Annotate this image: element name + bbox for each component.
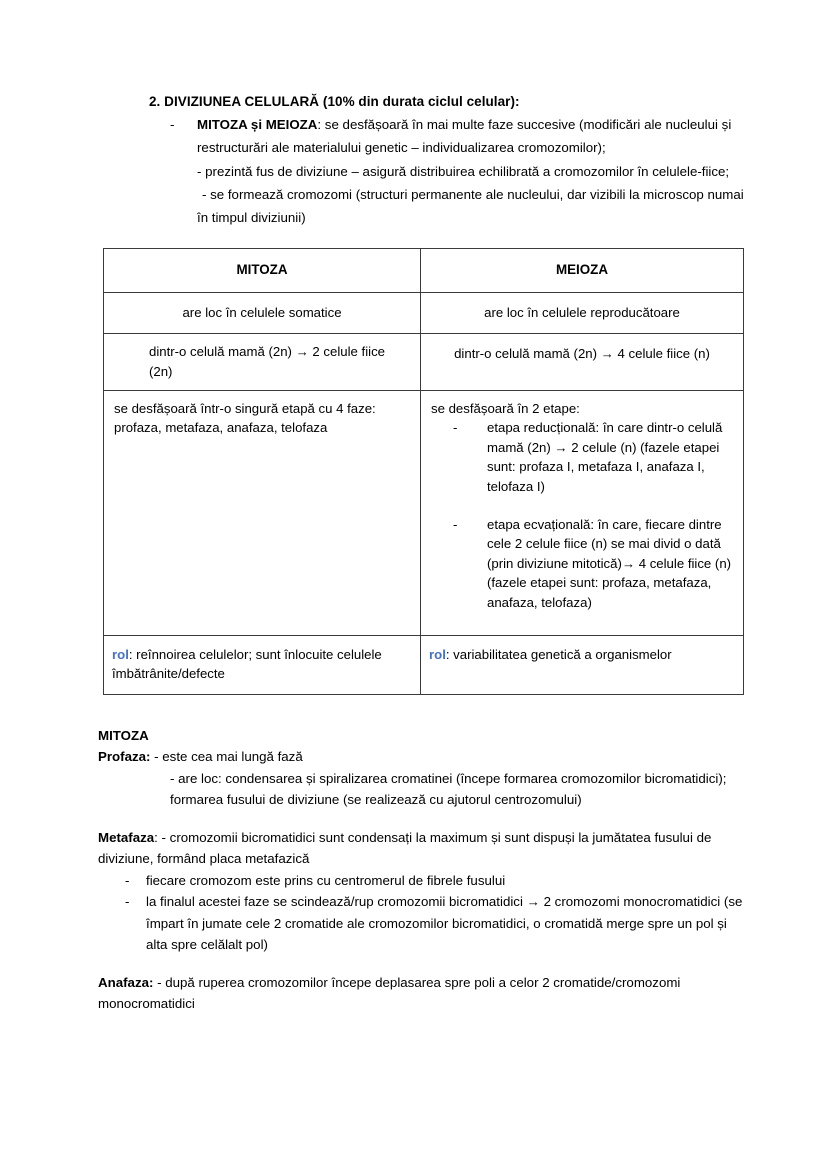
meioza-stage-ecvationala	[453, 515, 733, 613]
cell-meioza-role	[421, 635, 744, 694]
table-row	[104, 292, 744, 334]
intro-bullet-bold-label: MITOZA și MEIOZA	[197, 117, 318, 133]
bullet-dash-icon: -	[170, 117, 175, 133]
role-label-meioza: rol	[429, 646, 446, 662]
meioza-stage-list	[431, 418, 733, 612]
cell-mitoza-phases	[104, 390, 421, 635]
page-title: 2. DIVIZIUNEA CELULARĂ (10% din durata ciclul celular):	[149, 94, 520, 109]
metafaza-bullet-scindare-text: la finalul acestei faze se scindează/rup cromozomii bicromatidici → 2 cromozomi monocromatidici (se împart în jumate cele 2 cromatide ale cromozomilor bicromatidici, o cromatidă merge spre un pol și alta spre celălalt pol)	[146, 894, 743, 953]
intro-line-fus-diviziune: - prezintă fus de diviziune – asigură distribuirea echilibrată a cromozomilor în celulele-fiice;	[197, 163, 730, 179]
notes-section-title: MITOZA	[98, 727, 149, 743]
meioza-stage-ecvationala-text: etapa ecvațională: în care, fiecare dintre cele 2 celule fiice (n) se mai divid o dată (prin diviziune mitotică)→ 4 celule fiice (n) (fazele etapei sunt: profaza, metafaza, anafaza, telofaza)	[487, 516, 732, 610]
profaza-line	[98, 746, 748, 768]
table-header-meioza: MEIOZA	[421, 249, 744, 293]
profaza-detail-line: - are loc: condensarea și spiralizarea cromatinei (începe formarea cromozomilor bicromatidici); formarea fusului de diviziune (se realizează cu ajutorul centrozomului)	[170, 770, 727, 808]
anafaza-text: - după ruperea cromozomilor începe deplasarea spre poli a celor 2 cromatide/cromozomi monocromatidici	[98, 974, 681, 1012]
anafaza-label: Anafaza:	[98, 974, 154, 990]
intro-bullet-mitoza-meioza	[170, 113, 748, 159]
bullet-dash-icon: -	[125, 894, 130, 910]
cell-mitoza-cell-count: dintr-o celulă mamă (2n) → 2 celule fiice (2n)	[104, 334, 421, 390]
metafaza-bullet-scindare	[125, 891, 748, 956]
cell-meioza-cell-count: dintr-o celulă mamă (2n) → 4 celule fiice (n)	[421, 334, 744, 390]
metafaza-line	[98, 827, 748, 870]
table-header-row	[104, 249, 744, 293]
meioza-stage-reductionala-text: etapa reducțională: în care dintr-o celulă mamă (2n) → 2 celule (n) (fazele etapei sunt: profaza I, metafaza I, anafaza I, telofaza I)	[487, 420, 723, 495]
meioza-stage-reductionala	[453, 418, 733, 496]
role-label-mitoza: rol	[112, 646, 129, 662]
metafaza-bullet-list	[98, 870, 748, 956]
cell-meioza-phases-intro: se desfășoară în 2 etape:	[431, 400, 580, 416]
anafaza-line	[98, 972, 748, 1015]
role-text-meioza: : variabilitatea genetică a organismelor	[445, 646, 672, 662]
metafaza-bullet-centromer-text: fiecare cromozom este prins cu centromerul de fibrele fusului	[146, 872, 506, 888]
cell-mitoza-location: are loc în celulele somatice	[104, 292, 421, 334]
table-row	[104, 390, 744, 635]
mitoza-notes-section	[98, 725, 748, 1015]
cell-meioza-phases	[421, 390, 744, 635]
table-row	[104, 334, 744, 390]
bullet-dash-icon: -	[125, 872, 130, 888]
cell-meioza-location: are loc în celulele reproducătoare	[421, 292, 744, 334]
table-header-mitoza: MITOZA	[104, 249, 421, 293]
cell-mitoza-phases-text: se desfășoară într-o singură etapă cu 4 faze: profaza, metafaza, anafaza, telofaza	[114, 400, 376, 436]
spacer	[98, 956, 748, 972]
profaza-text: - este cea mai lungă fază	[150, 749, 303, 765]
metafaza-text: : - cromozomii bicromatidici sunt condensați la maximum și sunt dispuși la jumătatea fusului de diviziune, formând placa metafazică	[98, 829, 712, 867]
table-row	[104, 635, 744, 694]
intro-bullet-text: : se desfășoară în mai multe faze succesive (modificări ale nucleului și restructurări ale materialului genetic – individualizarea cromozomilor);	[197, 117, 732, 156]
mitoza-meioza-comparison-table	[103, 248, 744, 695]
metafaza-bullet-centromer	[125, 870, 748, 892]
metafaza-label: Metafaza	[98, 829, 155, 845]
spacer	[98, 811, 748, 827]
intro-list	[95, 113, 748, 159]
intro-line-cromozomi: - se formează cromozomi (structuri permanente ale nucleului, dar vizibili la microscop numai în timpul diviziunii)	[197, 186, 744, 226]
profaza-label: Profaza:	[98, 749, 151, 765]
bullet-dash-icon: -	[453, 420, 458, 436]
bullet-dash-icon: -	[453, 516, 458, 532]
cell-mitoza-role	[104, 635, 421, 694]
role-text-mitoza: : reînnoirea celulelor; sunt înlocuite celulele îmbătrânite/defecte	[112, 646, 382, 682]
